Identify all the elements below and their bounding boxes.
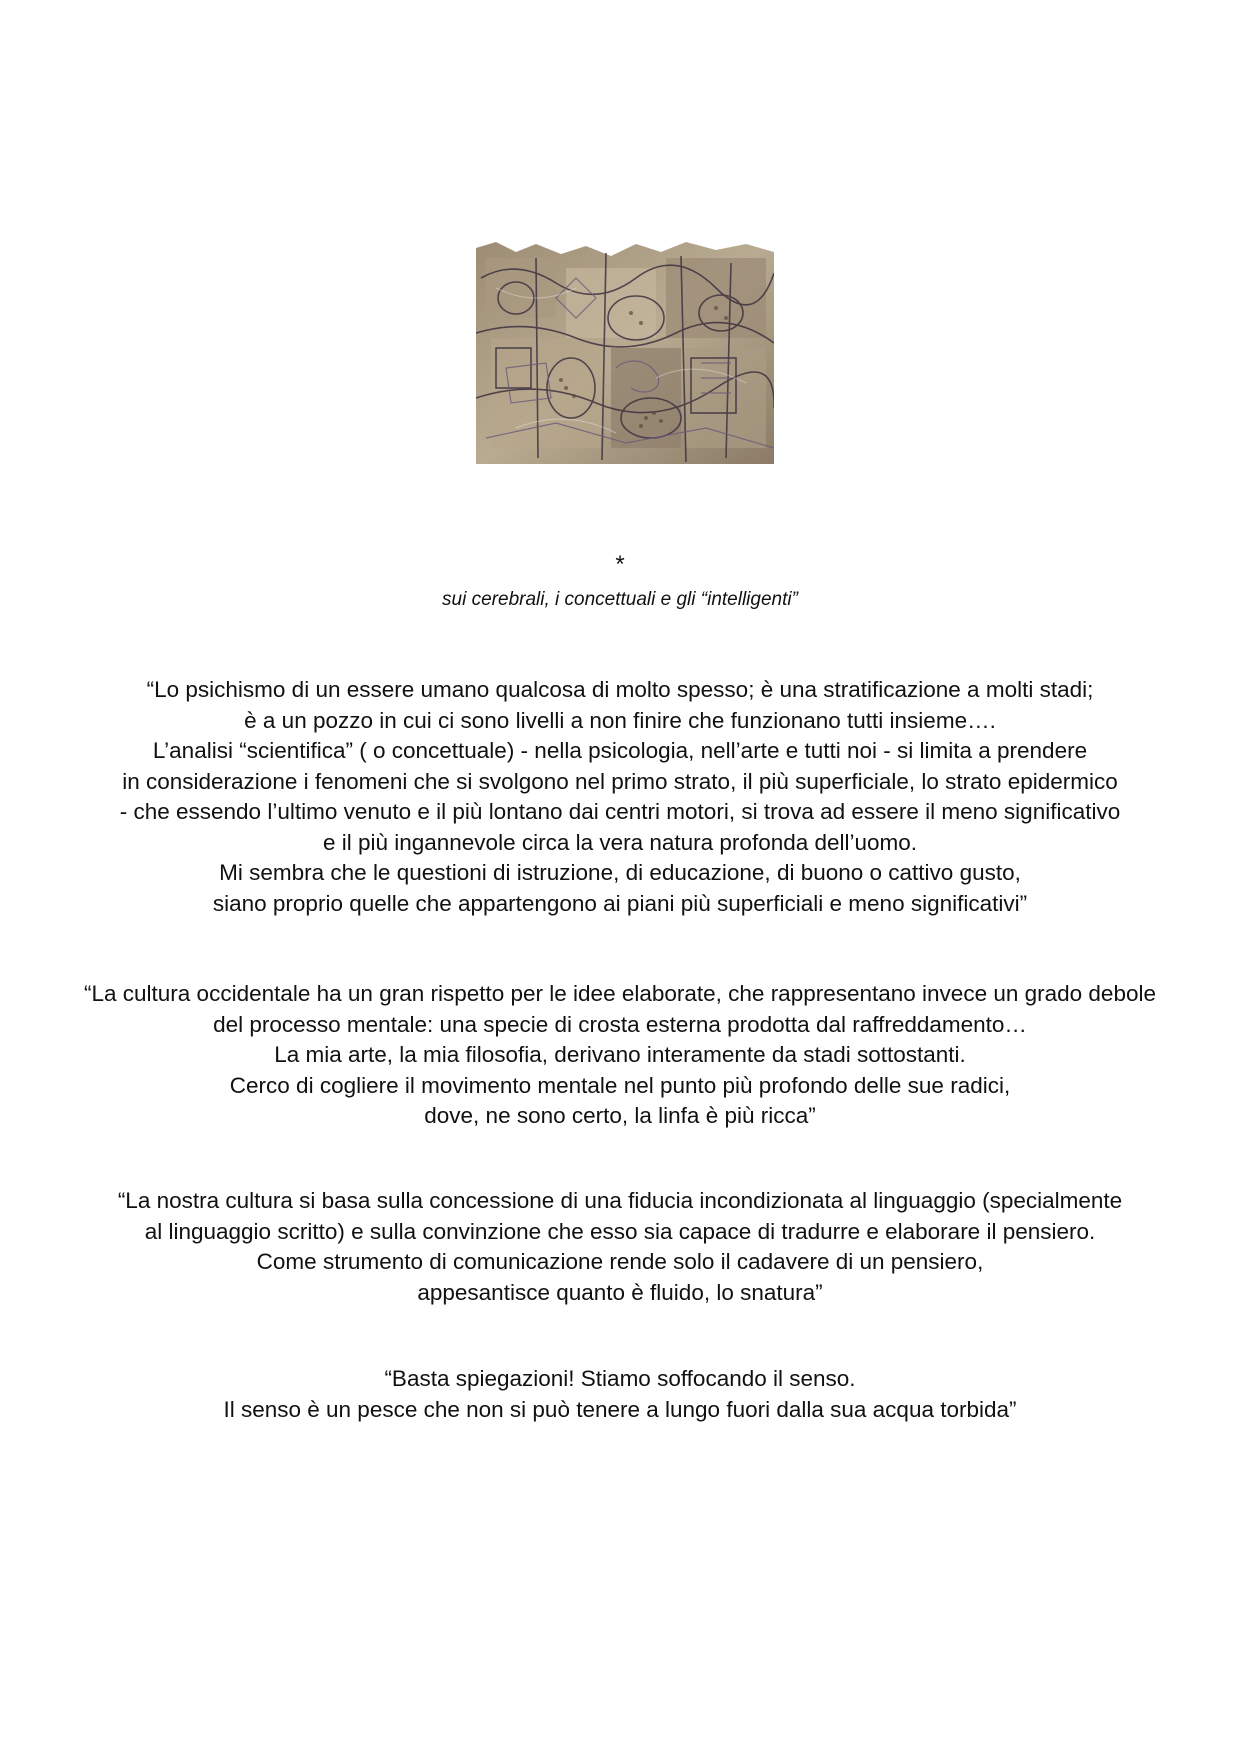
quote-line: “Basta spiegazioni! Stiamo soffocando il senso. <box>384 1366 856 1391</box>
quote-line: - che essendo l’ultimo venuto e il più lontano dai centri motori, si trova ad essere il meno significativo <box>119 799 1121 824</box>
quote-line: al linguaggio scritto) e sulla convinzione che esso sia capace di tradurre e elaborare il pensiero. <box>144 1218 1096 1244</box>
quote-line: L’analisi “scientifica” ( o concettuale) - nella psicologia, nell’arte e tutti noi - si limita a prendere <box>152 738 1088 763</box>
quote-line: e il più ingannevole circa la vera natura profonda dell’uomo. <box>322 829 918 855</box>
quote-block <box>40 1186 1200 1308</box>
quote-line: Il senso è un pesce che non si può tenere a lungo fuori dalla sua acqua torbida” <box>223 1396 1017 1422</box>
quote-line: Cerco di cogliere il movimento mentale nel punto più profondo delle sue radici, <box>229 1072 1011 1098</box>
quote-line: in considerazione i fenomeni che si svolgono nel primo strato, il più superficiale, lo strato epidermico <box>122 768 1118 794</box>
quote-line: Come strumento di comunicazione rende solo il cadavere di un pensiero, <box>256 1249 984 1274</box>
painting-canvas <box>476 238 774 464</box>
quote-line: del processo mentale: una specie di crosta esterna prodotta dal raffreddamento… <box>213 1011 1027 1037</box>
quote-line: appesantisce quanto è fluido, lo snatura” <box>417 1279 823 1305</box>
section-asterisk: * <box>615 551 625 578</box>
quote-line: “Lo psichismo di un essere umano qualcosa di molto spesso; è una stratificazione a molti stadi; <box>146 677 1094 702</box>
quote-block <box>40 979 1200 1132</box>
quote-line: “La nostra cultura si basa sulla concessione di una fiducia incondizionata al linguaggio (specialmente <box>117 1188 1123 1213</box>
quote-line: dove, ne sono certo, la linfa è più ricca” <box>424 1103 816 1128</box>
abstract-painting-image <box>476 238 774 464</box>
quote-line: è a un pozzo in cui ci sono livelli a non finire che funzionano tutti insieme…. <box>244 707 996 733</box>
quote-block <box>40 675 1200 919</box>
quote-line: La mia arte, la mia filosofia, derivano interamente da stadi sottostanti. <box>274 1042 966 1067</box>
quote-line: “La cultura occidentale ha un gran rispetto per le idee elaborate, che rappresentano invece un grado debole <box>84 981 1156 1006</box>
section-subtitle: sui cerebrali, i concettuali e gli “intelligenti” <box>442 589 798 610</box>
quote-line: Mi sembra che le questioni di istruzione, di educazione, di buono o cattivo gusto, <box>219 860 1021 885</box>
quote-line: siano proprio quelle che appartengono ai piani più superficiali e meno significativi” <box>212 890 1028 916</box>
quote-block <box>40 1364 1200 1425</box>
